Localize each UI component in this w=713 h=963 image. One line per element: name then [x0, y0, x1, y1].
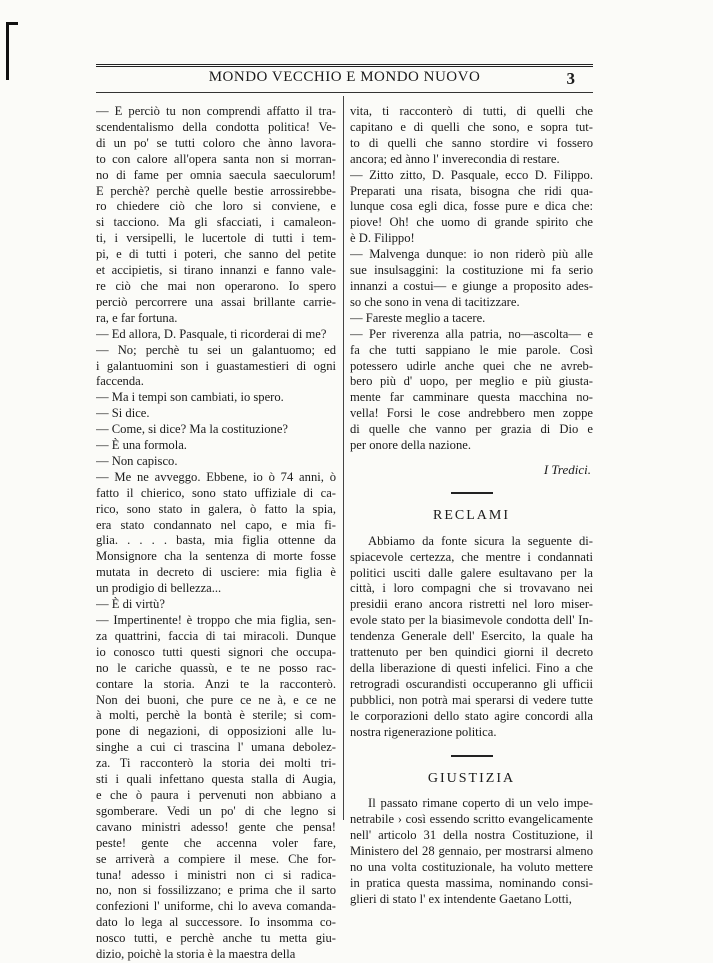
text-line: e che ò paura i pervenuti non abbiano a	[96, 787, 336, 802]
paragraph	[96, 454, 336, 470]
text-line: to di quelli che sanno stordire vi fossero	[350, 135, 593, 150]
text-line: fatto il chierico, sono stato uffiziale di ca-	[96, 485, 336, 500]
text-line: fa che tutti sappiano le mie parole. Così	[350, 342, 593, 357]
text-line: — È una formola.	[96, 438, 187, 453]
running-title: MONDO VECCHIO E MONDO NUOVO	[208, 69, 481, 85]
section-rule	[451, 755, 493, 757]
text-line: di quelle che vanno per grazia di Dio e	[350, 422, 593, 437]
text-line: tendenza Generale dell' Esercito, la quale ha	[350, 629, 593, 644]
paragraph	[350, 311, 593, 327]
text-line: — Me ne avveggo. Ebbene, io ò 74 anni, ò	[96, 469, 336, 484]
text-line: Preparati una risata, bisogna che ridi qua-	[350, 183, 593, 198]
text-line: confezioni l' uniforme, chi lo aveva comanda-	[96, 899, 336, 914]
text-line: ra, e far fortuna.	[96, 310, 178, 325]
text-line: si tacciono. Ma gli sfacciati, i camaleon-	[96, 215, 336, 230]
text-line: Ministero del 28 gennaio, per mostrarsi almeno	[350, 844, 593, 859]
text-line: pi, e di tutti i poteri, che sanno del petite	[96, 247, 336, 262]
section-rule	[451, 492, 493, 494]
column-divider	[343, 96, 344, 820]
text-line: faccenda.	[96, 374, 144, 389]
text-line: so che sono in vena di tacitizzare.	[350, 294, 520, 309]
text-line: — Come, si dice? Ma la costituzione?	[96, 422, 288, 437]
text-line: innanzi a costui— e giunge a proposito ades-	[350, 278, 593, 293]
text-line: vella! Forsi le cose andrebbero men zoppe	[350, 406, 593, 421]
text-line: di un po' se tutti coloro che ànno lavora-	[96, 135, 336, 150]
paragraph	[96, 104, 336, 327]
binding-mark	[6, 22, 15, 80]
text-line: no di fame per omnia saecula saeculorum!	[96, 167, 336, 182]
text-line: — Si dice.	[96, 406, 150, 421]
text-line: ti, i versipelli, le lucertole di tutti i tem-	[96, 231, 336, 246]
text-line: à molti, perchè la bontà è sterile; si com-	[96, 708, 336, 723]
signature: I Tredici.	[543, 461, 591, 477]
text-line: Non dei buoni, che pure ce ne à, e ce ne	[96, 692, 336, 707]
text-line: era stato condannato nel capo, e mia fi-	[96, 517, 336, 532]
text-line: — Impertinente! è troppo che mia figlia, sen-	[96, 613, 336, 627]
text-line: bero più d' uopo, per meglio e più giusta-	[350, 374, 593, 389]
text-line: nostra rigenerazione politica.	[350, 724, 497, 739]
text-line: — Fareste meglio a tacere.	[350, 310, 486, 325]
right-column	[350, 104, 593, 908]
paragraph	[350, 327, 593, 454]
text-line: — È di virtù?	[96, 597, 165, 612]
paragraph	[350, 796, 593, 907]
text-line: pubblici, non potrà mai sperarsi di vedere tutte	[350, 692, 593, 707]
text-line: no una volta costituzionale, ha voluto mettere	[350, 860, 593, 875]
text-line: — Ed allora, D. Pasquale, ti ricorderai di me?	[96, 326, 327, 341]
text-line: to con calore all'opera santa non si morran-	[96, 151, 336, 166]
reclami-title: RECLAMI	[433, 507, 510, 523]
paragraph	[96, 343, 336, 391]
text-line: tuna! adesso i ministri non ci si radica-	[96, 867, 336, 882]
text-line: nosco tutti, e perchè anche tu metta giu-	[96, 931, 336, 946]
text-line: rico, sono stato in galera, ò fatto la spia,	[96, 501, 336, 516]
text-line: per onore della nazione.	[350, 438, 471, 453]
paragraph	[96, 327, 336, 343]
text-line: retrogradi oscurandisti occuperanno gli ufficii	[350, 676, 593, 691]
text-line: peste! gente che accenna voler fare,	[96, 835, 336, 850]
top-double-rule	[96, 64, 593, 67]
text-line: spiacevole certezza, che mentre i condannati	[350, 549, 593, 564]
text-line: capitano e di quelli che sono, e sopra tut-	[350, 119, 593, 134]
text-line: cavano ministri adesso! gente che pensa!	[96, 819, 336, 834]
text-line: — Ma i tempi son cambiati, io spero.	[96, 390, 284, 405]
text-line: contare la storia. Anzi te la racconterò.	[96, 676, 336, 691]
text-line: — Malvenga dunque: io non riderò più alle	[350, 247, 593, 262]
text-line: ancora; ed ànno l' inverecondia di restare.	[350, 151, 560, 166]
text-line: dato lo lega al successore. Io insomma co-	[96, 915, 336, 930]
text-line: dizio, poichè la storia è la maestra della	[96, 947, 296, 962]
text-line: è D. Filippo!	[350, 231, 415, 246]
text-line: io conosco tutti questi signori che occupa-	[96, 644, 336, 659]
text-line: za. Ti racconterò la storia dei molti tri-	[96, 756, 336, 771]
text-line: i galantuomini son i guastamestieri di ogni	[96, 358, 336, 373]
text-line: evole stato per la biasimevole condotta dell' In-	[350, 613, 593, 628]
text-line: Monsignore cha la sentenza di morte fosse	[96, 549, 336, 564]
text-line: le corporazioni dello stato agire concordi alla	[350, 708, 593, 723]
text-line: — E perciò tu non comprendi affatto il tra-	[96, 104, 336, 118]
text-line: piove! Oh! che uomo di grande spirito che	[350, 215, 593, 230]
text-line: sue insulsaggini: la costituzione mi fa serio	[350, 263, 593, 278]
text-line: no, non si fossilizzano; e prima che il sarto	[96, 883, 336, 898]
text-line: glieri di stato l' ex intendente Gaetano Lotti,	[350, 891, 572, 906]
text-line: perciò percorrere una assai brillante carrie-	[96, 294, 336, 309]
text-line: vita, ti racconterò di tutti, di quelli che	[350, 104, 593, 118]
text-line: un prodigio di bellezza...	[96, 581, 222, 596]
paragraph	[350, 534, 593, 741]
reclami-body	[350, 534, 593, 741]
text-line: no le cariche quassù, e te ne posso rac-	[96, 660, 336, 675]
text-line: — Zitto zitto, D. Pasquale, ecco D. Filippo.	[350, 167, 593, 182]
text-line: della liberazione di questi infelici. Fino a che	[350, 661, 593, 675]
text-line: mente far camminare questa macchina no-	[350, 390, 593, 405]
paragraph	[96, 390, 336, 406]
text-line: sti i quali infettano questa stalla di Augia,	[96, 772, 336, 787]
text-line: za quattrini, faccia di tai miracoli. Dunque	[96, 628, 336, 643]
dialogue-block	[350, 104, 593, 454]
text-line: sgomberare. Vedi un po' di che legno si	[96, 803, 336, 818]
text-line: presidii erano ancora ristretti nel loro miser-	[350, 597, 593, 612]
running-head	[96, 69, 593, 89]
text-line: re ciò che mai non operarono. Io spero	[96, 278, 336, 293]
text-line: trattenuto per ben quindici giorni il decreto	[350, 645, 593, 660]
text-line: nell' articolo 31 della nostra Costituzione, il	[350, 828, 593, 843]
paragraph	[350, 168, 593, 248]
text-line: ro chiedere ciò che loro si conviene, e	[96, 199, 336, 214]
paragraph	[350, 247, 593, 311]
text-line: lunque cosa egli dica, fosse pure e dica che:	[350, 199, 593, 214]
paragraph	[96, 406, 336, 422]
text-line: Abbiamo da fonte sicura la seguente di-	[368, 533, 593, 548]
text-line: glia. . . . . basta, mia figlia ottenne da	[96, 533, 336, 548]
text-line: pone di negazioni, di opposizioni alle lu-	[96, 724, 336, 739]
paragraph	[96, 438, 336, 454]
text-line: in pratica questa massima, nominando consi-	[350, 875, 593, 890]
paragraph	[96, 470, 336, 597]
text-line: città, i loro compagni che si trovavano nei	[350, 581, 593, 596]
paragraph	[96, 422, 336, 438]
text-line: potessero udirle anche quei che ne avreb-	[350, 358, 593, 373]
text-line: netrabile › così essendo scritto evangelicamente	[350, 812, 593, 827]
paragraph	[350, 104, 593, 168]
text-line: singhe a cui ci trascina l' umana debolez-	[96, 740, 336, 755]
text-line: mutata in decreto di usciere: mia figlia è	[96, 565, 336, 580]
text-line: — Non capisco.	[96, 453, 178, 468]
text-line: et accipietis, si tirano innanzi e fanno vale-	[96, 263, 336, 278]
text-line: scendentalismo della condotta politica! Ve-	[96, 119, 336, 134]
paragraph	[96, 597, 336, 613]
text-line: — No; perchè tu sei un galantuomo; ed	[96, 342, 336, 357]
text-line: se arriverà a compiere il mese. Che for-	[96, 851, 336, 866]
text-line: politici usciti dalle galere esultavano per la	[350, 565, 593, 580]
text-line: Il passato rimane coperto di un velo impe-	[368, 796, 593, 811]
text-line: E perchè? perchè quelle bestie arrossirebbe-	[96, 183, 336, 198]
text-line: — Per riverenza alla patria, no—ascolta— e	[350, 326, 593, 341]
giustizia-body	[350, 796, 593, 907]
header-rule	[96, 92, 593, 93]
paragraph	[96, 613, 336, 963]
giustizia-title: GIUSTIZIA	[427, 770, 516, 786]
left-column	[96, 104, 336, 963]
page-number: 3	[566, 69, 575, 88]
